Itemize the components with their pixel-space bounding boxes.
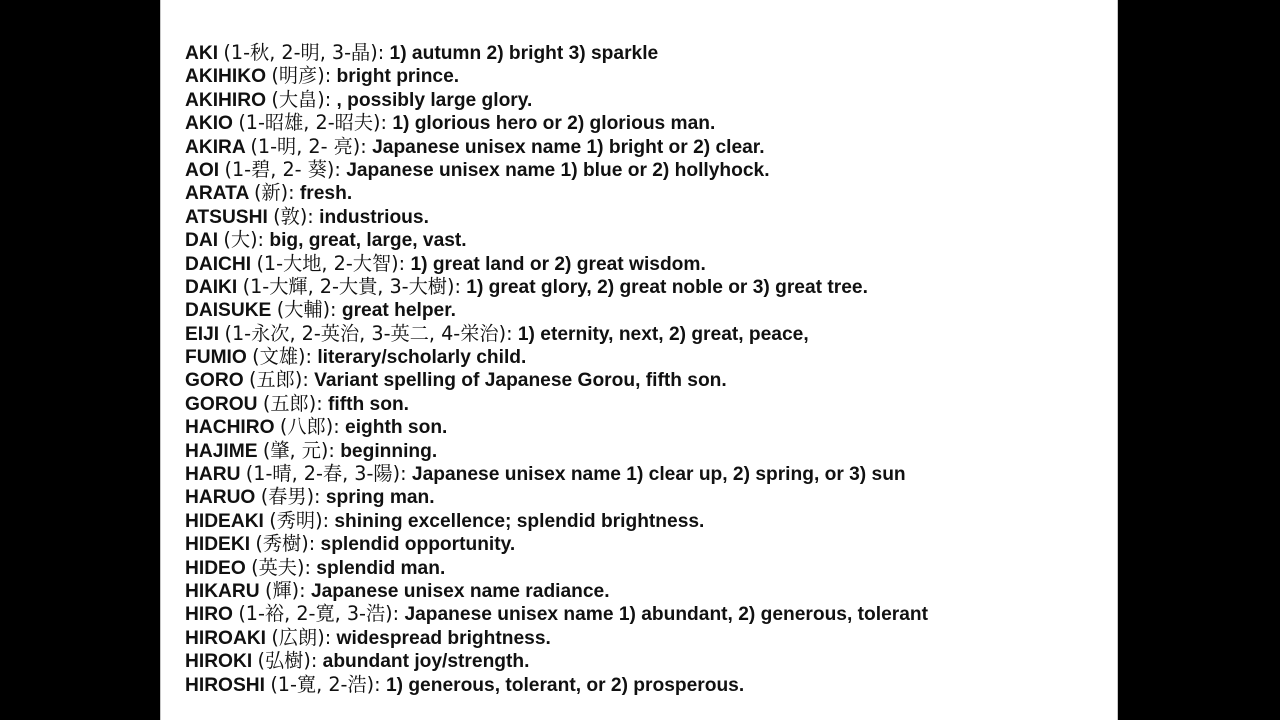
entry-meaning: industrious. bbox=[319, 206, 429, 228]
entry-kanji: (五郎): bbox=[262, 391, 323, 415]
entry-meaning: big, great, large, vast. bbox=[269, 230, 467, 252]
entry-kanji: (秀明): bbox=[269, 508, 330, 532]
name-entry bbox=[185, 111, 928, 134]
entry-name: AKIHIRO bbox=[185, 89, 267, 111]
entry-kanji: (1-明, 2- 亮): bbox=[250, 134, 367, 158]
entry-name: AKI bbox=[185, 43, 219, 64]
name-entry bbox=[185, 205, 928, 228]
name-entry bbox=[185, 345, 928, 368]
entry-kanji: (1-碧, 2- 葵): bbox=[224, 157, 341, 181]
entry-meaning: fresh. bbox=[299, 183, 353, 205]
entry-meaning: widespread brightness. bbox=[336, 627, 551, 649]
entry-name: HIKARU bbox=[185, 580, 260, 602]
name-entry bbox=[185, 439, 928, 462]
name-entry bbox=[185, 41, 928, 64]
entry-meaning: splendid man. bbox=[316, 557, 446, 579]
entry-meaning: Japanese unisex name 1) blue or 2) hollyhock. bbox=[346, 159, 770, 181]
name-entry bbox=[185, 181, 928, 204]
entry-meaning: 1) autumn 2) bright 3) sparkle bbox=[389, 43, 659, 64]
entry-kanji: (明彦): bbox=[271, 64, 332, 88]
entry-kanji: (秀樹): bbox=[255, 532, 316, 556]
name-entry bbox=[185, 228, 928, 251]
entry-kanji: (敦): bbox=[273, 204, 314, 228]
name-entry bbox=[185, 88, 928, 111]
entry-kanji: (広朗): bbox=[271, 625, 332, 649]
entry-kanji: (文雄): bbox=[252, 345, 312, 369]
entry-kanji: (1-永次, 2-英治, 3-英二, 4-栄治): bbox=[224, 321, 513, 345]
entry-meaning: shining excellence; splendid brightness. bbox=[334, 510, 705, 532]
entry-meaning: bright prince. bbox=[336, 66, 460, 88]
entry-name: AOI bbox=[185, 159, 220, 181]
entry-meaning: 1) great land or 2) great wisdom. bbox=[410, 253, 706, 275]
name-entry bbox=[185, 532, 928, 555]
entry-kanji: (大輔): bbox=[276, 298, 337, 322]
name-entry bbox=[185, 415, 928, 438]
entry-name: HIDEO bbox=[185, 557, 246, 579]
entry-kanji: (肇, 元): bbox=[262, 438, 335, 462]
entry-name: HIROAKI bbox=[185, 627, 267, 649]
entry-kanji: (1-晴, 2-春, 3-陽): bbox=[245, 462, 407, 486]
entry-kanji: (弘樹): bbox=[257, 649, 318, 673]
entry-name: AKIRA bbox=[185, 136, 246, 158]
entry-meaning: Japanese unisex name 1) clear up, 2) spring, or 3) sun bbox=[411, 464, 906, 486]
entry-meaning: Japanese unisex name 1) bright or 2) clear. bbox=[372, 136, 765, 158]
entry-name: AKIHIKO bbox=[185, 66, 267, 88]
entry-meaning: spring man. bbox=[325, 487, 435, 509]
entry-name: ATSUSHI bbox=[185, 206, 268, 228]
name-entry bbox=[185, 626, 928, 649]
entry-kanji: (1-大輝, 2-大貴, 3-大樹): bbox=[242, 274, 461, 298]
entry-meaning: literary/scholarly child. bbox=[317, 347, 527, 369]
name-entry bbox=[185, 252, 928, 275]
slide-page bbox=[160, 0, 1118, 720]
entry-meaning: eighth son. bbox=[345, 417, 448, 439]
entry-name: DAIKI bbox=[185, 276, 238, 298]
entry-kanji: (八郎): bbox=[279, 415, 340, 439]
name-entry bbox=[185, 673, 928, 696]
name-entry bbox=[185, 602, 928, 625]
entry-kanji: (春男): bbox=[260, 485, 321, 509]
entry-kanji: (1-寛, 2-浩): bbox=[270, 672, 381, 696]
entry-name: HIDEAKI bbox=[185, 510, 264, 532]
entry-meaning: fifth son. bbox=[328, 393, 409, 415]
name-list bbox=[185, 41, 928, 696]
entry-meaning: abundant joy/strength. bbox=[322, 651, 530, 673]
entry-kanji: (輝): bbox=[264, 578, 306, 602]
name-entry bbox=[185, 556, 928, 579]
entry-name: HIROKI bbox=[185, 651, 253, 673]
entry-name: HIDEKI bbox=[185, 534, 251, 556]
entry-name: GORO bbox=[185, 370, 244, 392]
entry-name: ARATA bbox=[185, 183, 249, 205]
entry-meaning: Japanese unisex name radiance. bbox=[310, 580, 610, 602]
name-entry bbox=[185, 158, 928, 181]
entry-kanji: (1-裕, 2-寛, 3-浩): bbox=[238, 602, 400, 626]
entry-kanji: (1-秋, 2-明, 3-晶): bbox=[223, 41, 385, 64]
name-entry bbox=[185, 275, 928, 298]
entry-meaning: beginning. bbox=[340, 440, 438, 462]
entry-name: FUMIO bbox=[185, 347, 247, 369]
name-entry bbox=[185, 485, 928, 508]
entry-meaning: Variant spelling of Japanese Gorou, fifth son. bbox=[314, 370, 727, 392]
entry-name: DAICHI bbox=[185, 253, 252, 275]
name-entry bbox=[185, 368, 928, 391]
entry-name: DAISUKE bbox=[185, 300, 272, 322]
entry-name: DAI bbox=[185, 230, 219, 252]
entry-name: EIJI bbox=[185, 323, 220, 345]
entry-kanji: (大畠): bbox=[271, 87, 332, 111]
name-entry bbox=[185, 298, 928, 321]
entry-meaning: 1) glorious hero or 2) glorious man. bbox=[392, 113, 716, 135]
entry-kanji: (新): bbox=[253, 181, 295, 205]
entry-name: HIRO bbox=[185, 604, 233, 626]
entry-name: HIROSHI bbox=[185, 674, 265, 696]
entry-name: HARUO bbox=[185, 487, 256, 509]
entry-meaning: 1) eternity, next, 2) great, peace, bbox=[517, 323, 809, 345]
entry-meaning: 1) great glory, 2) great noble or 3) great tree. bbox=[466, 276, 868, 298]
entry-meaning: 1) generous, tolerant, or 2) prosperous. bbox=[385, 674, 745, 696]
entry-name: HARU bbox=[185, 464, 241, 486]
entry-kanji: (五郎): bbox=[248, 368, 309, 392]
name-entry bbox=[185, 509, 928, 532]
name-entry bbox=[185, 392, 928, 415]
entry-name: HAJIME bbox=[185, 440, 258, 462]
entry-name: AKIO bbox=[185, 113, 233, 135]
name-entry bbox=[185, 649, 928, 672]
name-entry bbox=[185, 64, 928, 87]
name-entry bbox=[185, 322, 928, 345]
entry-name: GOROU bbox=[185, 393, 258, 415]
entry-kanji: (1-大地, 2-大智): bbox=[256, 251, 406, 275]
entry-kanji: (1-昭雄, 2-昭夫): bbox=[238, 111, 387, 135]
name-entry bbox=[185, 579, 928, 602]
entry-kanji: (大): bbox=[223, 228, 265, 252]
name-entry bbox=[185, 135, 928, 158]
name-entry bbox=[185, 462, 928, 485]
entry-meaning: splendid opportunity. bbox=[320, 534, 516, 556]
entry-kanji: (英夫): bbox=[251, 555, 311, 579]
entry-meaning: Japanese unisex name 1) abundant, 2) generous, tolerant bbox=[404, 604, 928, 626]
entry-name: HACHIRO bbox=[185, 417, 275, 439]
entry-meaning: , possibly large glory. bbox=[336, 89, 533, 111]
entry-meaning: great helper. bbox=[341, 300, 456, 322]
